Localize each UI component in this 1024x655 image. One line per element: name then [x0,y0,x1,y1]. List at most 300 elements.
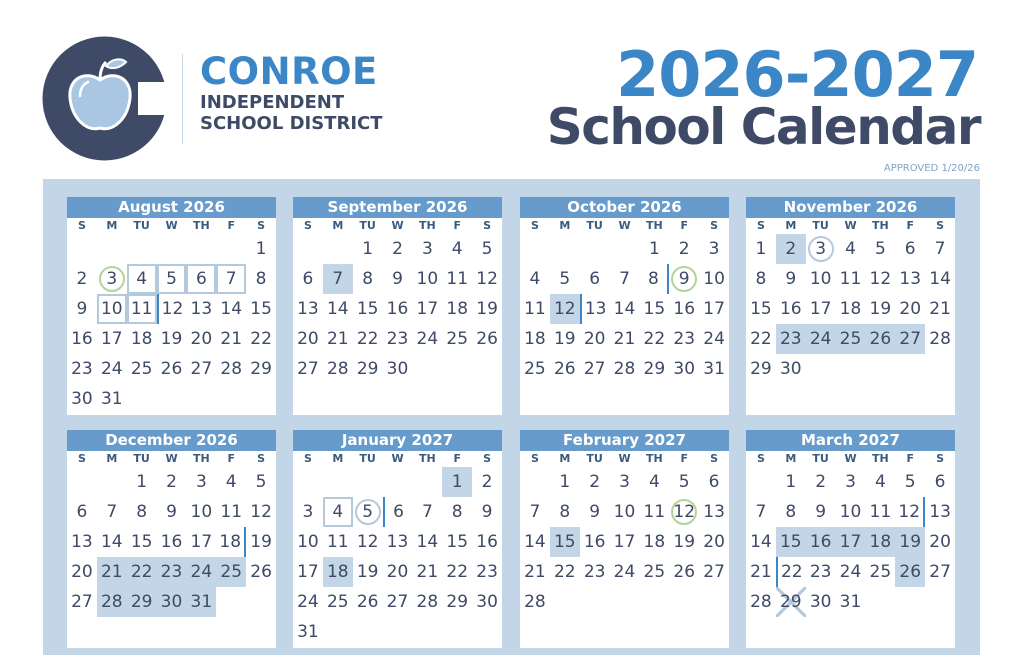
day-cell: 11 [839,269,862,289]
day-cell: 15 [776,527,806,557]
day-grid [746,467,955,617]
day-cell: 14 [220,299,243,319]
weekday-label: W [618,219,631,232]
day-cell: 17 [416,299,439,319]
day-cell: 11 [326,532,349,552]
day-cell: 15 [643,299,666,319]
day-cell: 27 [297,359,319,379]
day-cell: 29 [446,592,469,612]
day-cell: 8 [362,269,374,289]
day-cell: 23 [809,562,832,582]
day-cell: 22 [776,557,806,587]
day-cell: 1 [255,239,267,259]
month-title: November 2026 [746,197,955,218]
empty-cell [610,234,640,264]
day-cell: 30 [673,359,696,379]
day-cell: 2 [166,472,177,492]
day-cell: 23 [71,359,93,379]
day-cell: 23 [673,329,696,349]
month-october-2026 [520,197,729,415]
empty-cell [520,234,550,264]
empty-cell [353,467,383,497]
day-cell: 16 [779,299,802,319]
day-cell: 13 [580,294,610,324]
day-cell: 24 [613,562,636,582]
day-cell: 26 [160,359,183,379]
weekday-label: W [391,452,404,465]
day-cell: 19 [895,527,925,557]
weekday-label: TU [133,452,150,465]
day-cell: 29 [250,359,272,379]
day-cell: 3 [302,502,314,522]
day-cell: 8 [785,502,797,522]
day-cell: 26 [553,359,576,379]
weekday-label: M [106,219,118,232]
day-cell: 27 [583,359,606,379]
day-cell: 1 [136,472,148,492]
day-cell: 10 [416,269,439,289]
day-cell: 28 [220,359,243,379]
day-cell: 13 [386,532,409,552]
weekday-label: TH [872,219,889,232]
day-cell: 27 [386,592,409,612]
day-cell: 27 [190,359,213,379]
weekday-label: TU [359,452,376,465]
empty-cell [520,467,550,497]
weekday-label: S [257,452,266,465]
day-cell: 13 [929,502,951,522]
day-cell: 2 [589,472,601,492]
day-cell: 21 [220,329,243,349]
day-cell: 19 [869,299,892,319]
day-cell: 28 [326,359,349,379]
day-cell: 20 [71,562,93,582]
weekday-label: S [257,219,266,232]
day-cell: 2 [776,234,806,264]
district-logo-icon [42,36,167,161]
day-cell: 1 [559,472,571,492]
day-cell: 5 [904,472,916,492]
day-cell: 11 [220,502,243,522]
day-cell: 25 [869,562,892,582]
day-cell: 8 [559,502,571,522]
day-cell: 8 [451,502,463,522]
empty-cell [127,234,157,264]
day-cell: 21 [750,562,772,582]
weekday-header [746,218,955,234]
weekday-header [520,218,729,234]
day-cell: 22 [250,329,272,349]
weekday-label: M [559,452,571,465]
day-cell: 27 [703,562,725,582]
day-cell: 13 [899,269,922,289]
day-cell: 15 [250,299,272,319]
day-cell: 7 [323,264,353,294]
weekday-label: S [710,452,719,465]
weekday-label: F [680,452,688,465]
day-cell: 8 [755,269,767,289]
day-cell: 25 [216,557,246,587]
weekday-label: S [530,219,539,232]
day-cell: 28 [929,329,951,349]
day-cell: 3 [421,239,433,259]
day-cell: 18 [865,527,895,557]
month-january-2027 [293,430,502,648]
day-cell: 24 [297,592,319,612]
day-cell: 17 [613,532,636,552]
weekday-label: S [936,452,945,465]
weekday-label: W [844,219,857,232]
day-cell: 12 [157,294,187,324]
day-cell: 1 [785,472,797,492]
day-cell: 7 [106,502,118,522]
empty-cell [293,234,323,264]
day-cell: 11 [524,299,546,319]
day-cell: 29 [356,359,379,379]
day-cell: 22 [750,329,772,349]
day-cell: 22 [643,329,666,349]
month-august-2026 [67,197,276,415]
month-title: September 2026 [293,197,502,218]
weekday-header [67,451,276,467]
weekday-label: S [77,452,86,465]
day-cell: 31 [297,622,319,642]
weekday-label: TU [359,219,376,232]
header-divider [182,54,183,144]
weekday-label: TH [419,452,436,465]
day-cell: 28 [524,592,546,612]
day-cell: 5 [481,239,493,259]
day-cell: 27 [895,324,925,354]
weekday-label: S [483,452,492,465]
day-cell: 12 [869,269,892,289]
day-cell: 4 [529,269,541,289]
day-cell: 22 [553,562,576,582]
day-cell: 22 [446,562,469,582]
weekday-label: TH [193,219,210,232]
day-cell: 23 [386,329,409,349]
day-cell: 1 [648,239,660,259]
day-cell: 5 [157,264,187,294]
day-cell: 2 [392,239,403,259]
weekday-label: M [559,219,571,232]
weekday-label: M [332,219,344,232]
day-cell: 14 [416,532,439,552]
weekday-label: TU [812,452,829,465]
day-cell: 14 [750,532,772,552]
day-cell: 5 [355,499,381,525]
day-cell: 6 [383,497,413,527]
day-cell: 23 [157,557,187,587]
day-cell: 20 [190,329,213,349]
day-cell: 11 [127,294,157,324]
day-cell: 6 [589,269,601,289]
day-cell: 3 [708,239,720,259]
day-cell: 1 [362,239,374,259]
day-cell: 17 [836,527,866,557]
day-cell: 1 [442,467,472,497]
day-cell: 15 [130,532,153,552]
day-cell: 3 [845,472,856,492]
day-cell: 24 [806,324,836,354]
day-cell: 4 [648,472,660,492]
day-cell: 19 [160,329,183,349]
day-cell: 30 [779,359,802,379]
day-cell: 13 [71,532,93,552]
day-cell: 2 [678,239,690,259]
day-cell: 18 [643,532,666,552]
empty-cell [97,234,127,264]
day-cell: 26 [673,562,696,582]
day-cell: 13 [703,502,725,522]
district-name-block [200,52,383,134]
day-cell: 14 [613,299,636,319]
day-cell: 31 [703,359,725,379]
day-cell: 28 [750,592,772,612]
weekday-label: S [303,452,312,465]
weekday-label: S [303,219,312,232]
weekday-header [67,218,276,234]
day-cell: 16 [806,527,836,557]
day-cell: 30 [386,359,409,379]
day-cell: 12 [250,502,272,522]
weekday-label: F [680,219,688,232]
day-grid [293,467,502,647]
day-cell: 31 [839,592,862,612]
district-name: CONROE [200,50,378,93]
day-cell: 6 [186,264,216,294]
day-cell: 12 [550,294,580,324]
day-cell: 9 [815,502,827,522]
day-cell: 15 [356,299,379,319]
day-cell: 24 [703,329,725,349]
month-title: January 2027 [293,430,502,451]
day-cell: 17 [190,532,213,552]
day-cell: 26 [895,557,925,587]
weekday-label: S [756,452,765,465]
month-title: October 2026 [520,197,729,218]
day-grid [67,234,276,414]
weekday-label: TH [646,452,663,465]
approval-note: APPROVED 1/20/26 [883,163,980,174]
weekday-header [293,218,502,234]
day-cell: 16 [160,532,183,552]
day-cell: 26 [356,592,379,612]
month-february-2027 [520,430,729,648]
weekday-label: F [227,452,235,465]
day-cell: 30 [71,389,93,409]
day-cell: 4 [225,472,237,492]
day-cell: 29 [127,587,157,617]
day-cell: 9 [166,502,177,522]
day-cell: 23 [776,324,806,354]
empty-cell [157,234,187,264]
day-cell: 29 [776,587,806,617]
day-cell: 17 [100,329,123,349]
day-cell: 21 [524,562,546,582]
day-cell: 9 [785,269,797,289]
day-cell: 19 [250,532,272,552]
day-cell: 7 [216,264,246,294]
empty-cell [323,467,353,497]
weekday-label: F [906,219,914,232]
day-cell: 29 [643,359,666,379]
day-cell: 28 [613,359,636,379]
day-cell: 12 [895,497,925,527]
day-cell: 3 [195,472,207,492]
day-cell: 24 [186,557,216,587]
empty-cell [550,234,580,264]
day-cell: 3 [99,266,125,292]
weekday-label: W [165,452,178,465]
day-cell: 2 [815,472,827,492]
day-cell: 14 [100,532,123,552]
day-cell: 25 [643,562,666,582]
day-cell: 27 [929,562,951,582]
day-cell: 23 [583,562,606,582]
empty-cell [580,234,610,264]
day-cell: 16 [583,532,606,552]
weekday-label: TU [133,219,150,232]
weekday-label: F [227,219,235,232]
day-cell: 9 [76,299,88,319]
day-cell: 17 [809,299,832,319]
day-cell: 9 [671,266,697,292]
day-cell: 10 [613,502,636,522]
weekday-label: F [453,452,461,465]
district-subtitle-line1: INDEPENDENT [200,92,345,113]
day-cell: 19 [356,562,379,582]
day-cell: 31 [100,389,123,409]
day-cell: 2 [76,269,88,289]
day-cell: 19 [673,532,696,552]
day-cell: 30 [809,592,832,612]
day-grid [520,467,729,617]
day-cell: 18 [446,299,469,319]
weekday-header [293,451,502,467]
empty-cell [216,234,246,264]
day-cell: 7 [934,239,946,259]
day-cell: 28 [416,592,439,612]
day-grid [67,467,276,617]
day-cell: 20 [297,329,319,349]
district-subtitle-line2: SCHOOL DISTRICT [200,113,383,134]
weekday-label: TU [586,452,603,465]
day-cell: 9 [481,502,493,522]
day-cell: 15 [446,532,469,552]
day-cell: 7 [529,502,541,522]
empty-cell [97,467,127,497]
day-cell: 6 [76,502,88,522]
day-cell: 10 [297,532,319,552]
day-grid [293,234,502,384]
day-cell: 10 [703,269,725,289]
weekday-label: M [106,452,118,465]
day-cell: 13 [190,299,213,319]
day-cell: 6 [904,239,916,259]
day-cell: 21 [929,299,951,319]
day-cell: 6 [934,472,946,492]
day-cell: 25 [836,324,866,354]
weekday-label: S [530,452,539,465]
weekday-label: S [936,219,945,232]
day-cell: 18 [216,527,246,557]
weekday-header [746,451,955,467]
day-cell: 5 [559,269,571,289]
day-cell: 26 [250,562,272,582]
month-title: March 2027 [746,430,955,451]
day-cell: 6 [302,269,314,289]
day-cell: 12 [671,499,697,525]
weekday-label: S [756,219,765,232]
day-cell: 30 [157,587,187,617]
empty-cell [67,467,97,497]
day-cell: 9 [589,502,601,522]
day-cell: 18 [130,329,153,349]
empty-cell [383,467,413,497]
day-cell: 15 [550,527,580,557]
weekday-label: TH [646,219,663,232]
day-cell: 28 [97,587,127,617]
weekday-label: W [844,452,857,465]
month-title: August 2026 [67,197,276,218]
day-cell: 6 [708,472,720,492]
month-title: December 2026 [67,430,276,451]
weekday-label: TH [419,219,436,232]
day-cell: 26 [865,324,895,354]
day-cell: 5 [255,472,267,492]
weekday-label: TU [586,219,603,232]
weekday-label: TU [812,219,829,232]
day-cell: 3 [808,236,834,262]
weekday-label: TH [193,452,210,465]
day-cell: 21 [416,562,439,582]
day-cell: 13 [297,299,319,319]
day-cell: 4 [127,264,157,294]
day-cell: 22 [356,329,379,349]
weekday-label: F [453,219,461,232]
day-cell: 19 [476,299,498,319]
day-cell: 8 [639,264,669,294]
weekday-label: W [165,219,178,232]
day-cell: 16 [673,299,696,319]
day-cell: 20 [899,299,922,319]
day-cell: 10 [809,269,832,289]
day-cell: 14 [929,269,951,289]
day-cell: 14 [326,299,349,319]
weekday-label: F [906,452,914,465]
day-cell: 18 [839,299,862,319]
weekday-label: S [483,219,492,232]
day-cell: 30 [476,592,498,612]
day-cell: 20 [583,329,606,349]
day-cell: 9 [392,269,403,289]
month-title: February 2027 [520,430,729,451]
empty-cell [293,467,323,497]
empty-cell [746,467,776,497]
day-cell: 16 [476,532,498,552]
day-cell: 10 [190,502,213,522]
day-cell: 26 [476,329,498,349]
day-cell: 20 [929,532,951,552]
day-cell: 2 [481,472,493,492]
day-cell: 10 [97,294,127,324]
weekday-label: W [618,452,631,465]
day-cell: 8 [136,502,148,522]
day-cell: 5 [678,472,690,492]
day-cell: 21 [613,329,636,349]
day-cell: 24 [839,562,862,582]
